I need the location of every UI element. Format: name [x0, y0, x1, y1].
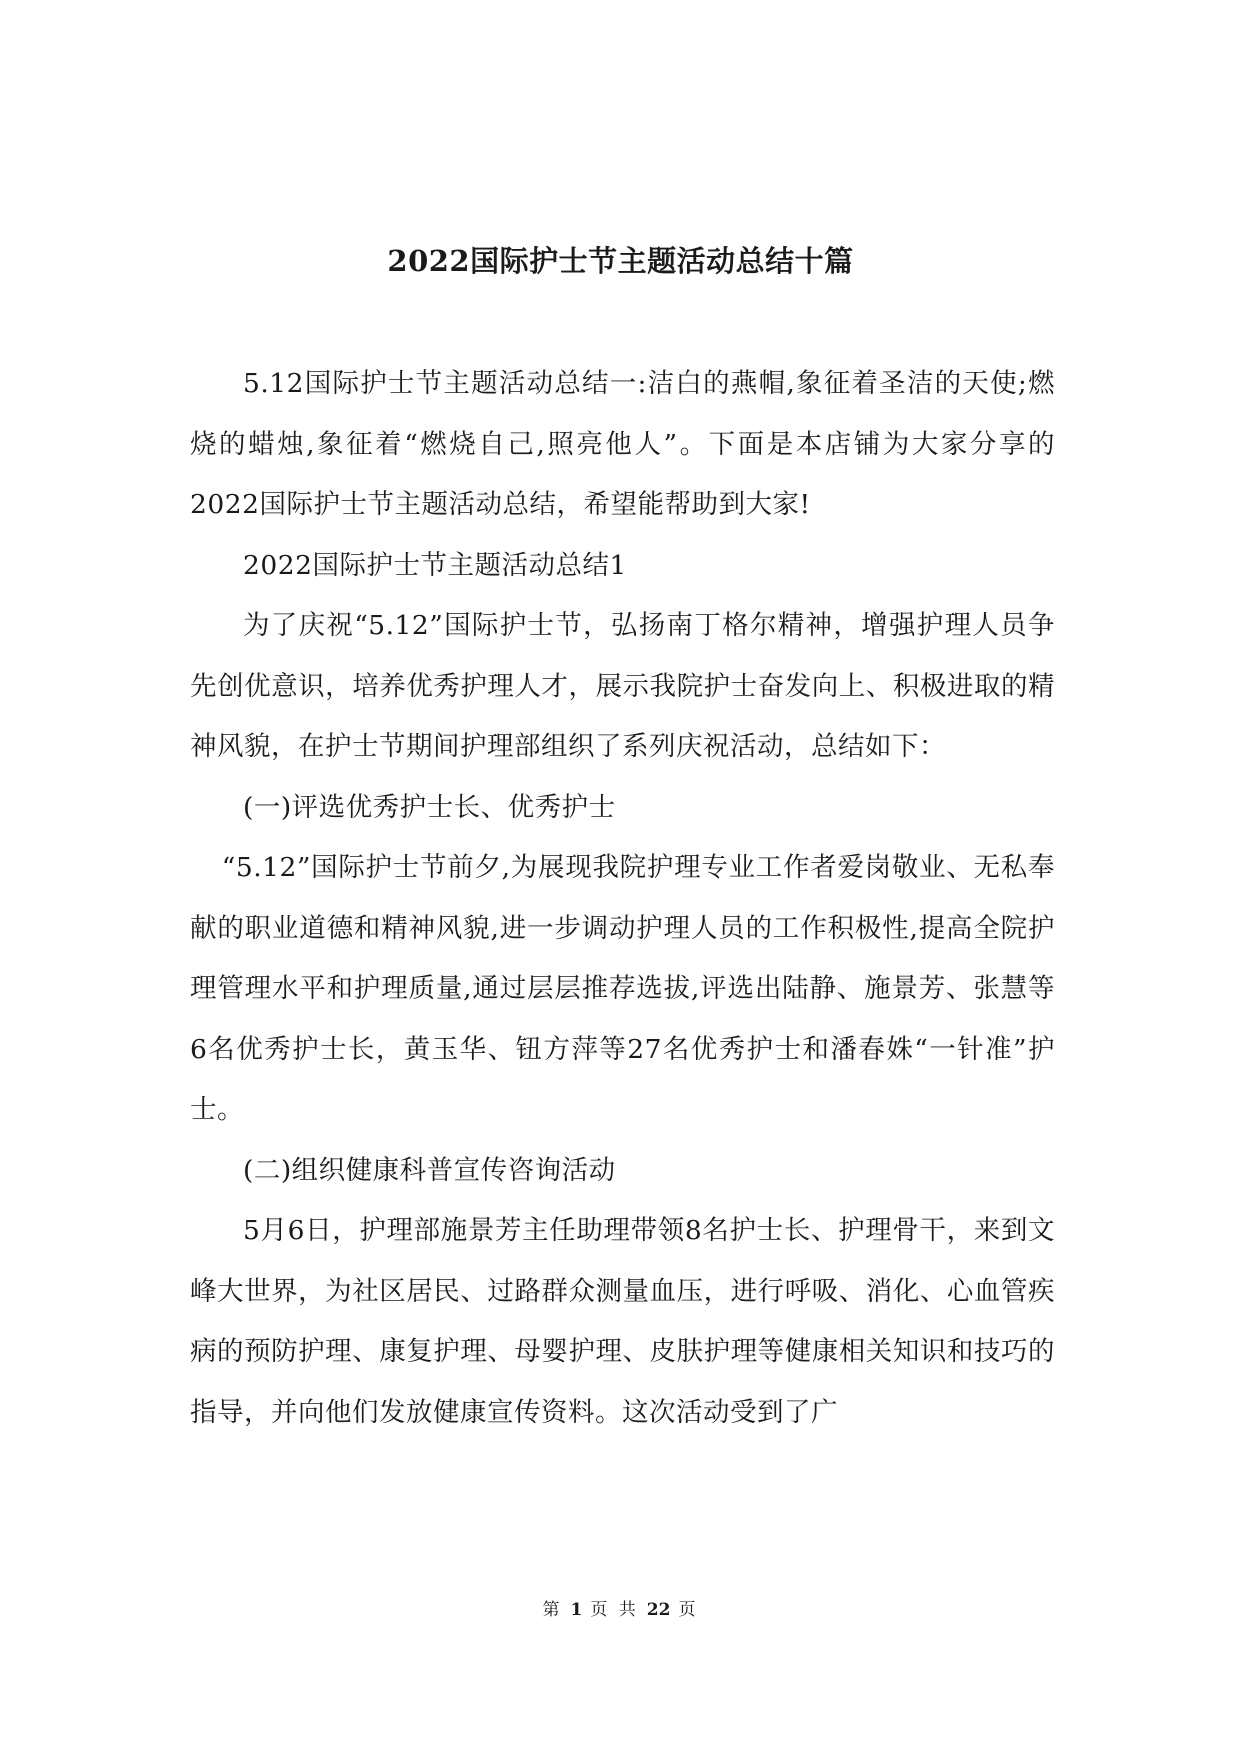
document-body — [190, 354, 1055, 1443]
paragraph-summary-intro: 为了庆祝“5.12”国际护士节，弘扬南丁格尔精神，增强护理人员争先创优意识，培养优秀护理人才，展示我院护士奋发向上、积极进取的精神风貌，在护士节期间护理部组织了系列庆祝活动，总结如下： — [190, 610, 1055, 762]
paragraph-subheading-2: (二)组织健康科普宣传咨询活动 — [243, 1154, 616, 1186]
paragraph-section-heading-1: 2022国际护士节主题活动总结1 — [243, 549, 627, 581]
paragraph-selection: “5.12”国际护士节前夕,为展现我院护理专业工作者爱岗敬业、无私奉献的职业道德和精神风貌,进一步调动护理人员的工作积极性,提高全院护理管理水平和护理质量,通过层层推荐选拔,评选出陆静、施景芳、张慧等6名优秀护士长，黄玉华、钮方萍等27名优秀护士和潘春姝“一针准”护士。 — [190, 852, 1055, 1125]
page-footer — [0, 1598, 1241, 1622]
paragraph-intro: 5.12国际护士节主题活动总结一:洁白的燕帽,象征着圣洁的天使;燃烧的蜡烛,象征着“燃烧自己,照亮他人”。下面是本店铺为大家分享的2022国际护士节主题活动总结，希望能帮助到大家! — [190, 368, 1055, 520]
paragraph-subheading-1: (一)评选优秀护士长、优秀护士 — [243, 791, 616, 823]
footer-total-pages: 22 — [646, 1600, 671, 1620]
footer-prefix: 第 — [542, 1600, 563, 1620]
footer-suffix: 页 — [678, 1600, 699, 1620]
footer-middle: 页 共 — [590, 1600, 639, 1620]
document-title: 2022国际护士节主题活动总结十篇 — [387, 244, 854, 279]
footer-current-page: 1 — [570, 1600, 583, 1620]
paragraph-health-campaign: 5月6日，护理部施景芳主任助理带领8名护士长、护理骨干，来到文峰大世界，为社区居民、过路群众测量血压，进行呼吸、消化、心血管疾病的预防护理、康复护理、母婴护理、皮肤护理等健康相关知识和技巧的指导，并向他们发放健康宣传资料。这次活动受到了广 — [190, 1215, 1055, 1428]
